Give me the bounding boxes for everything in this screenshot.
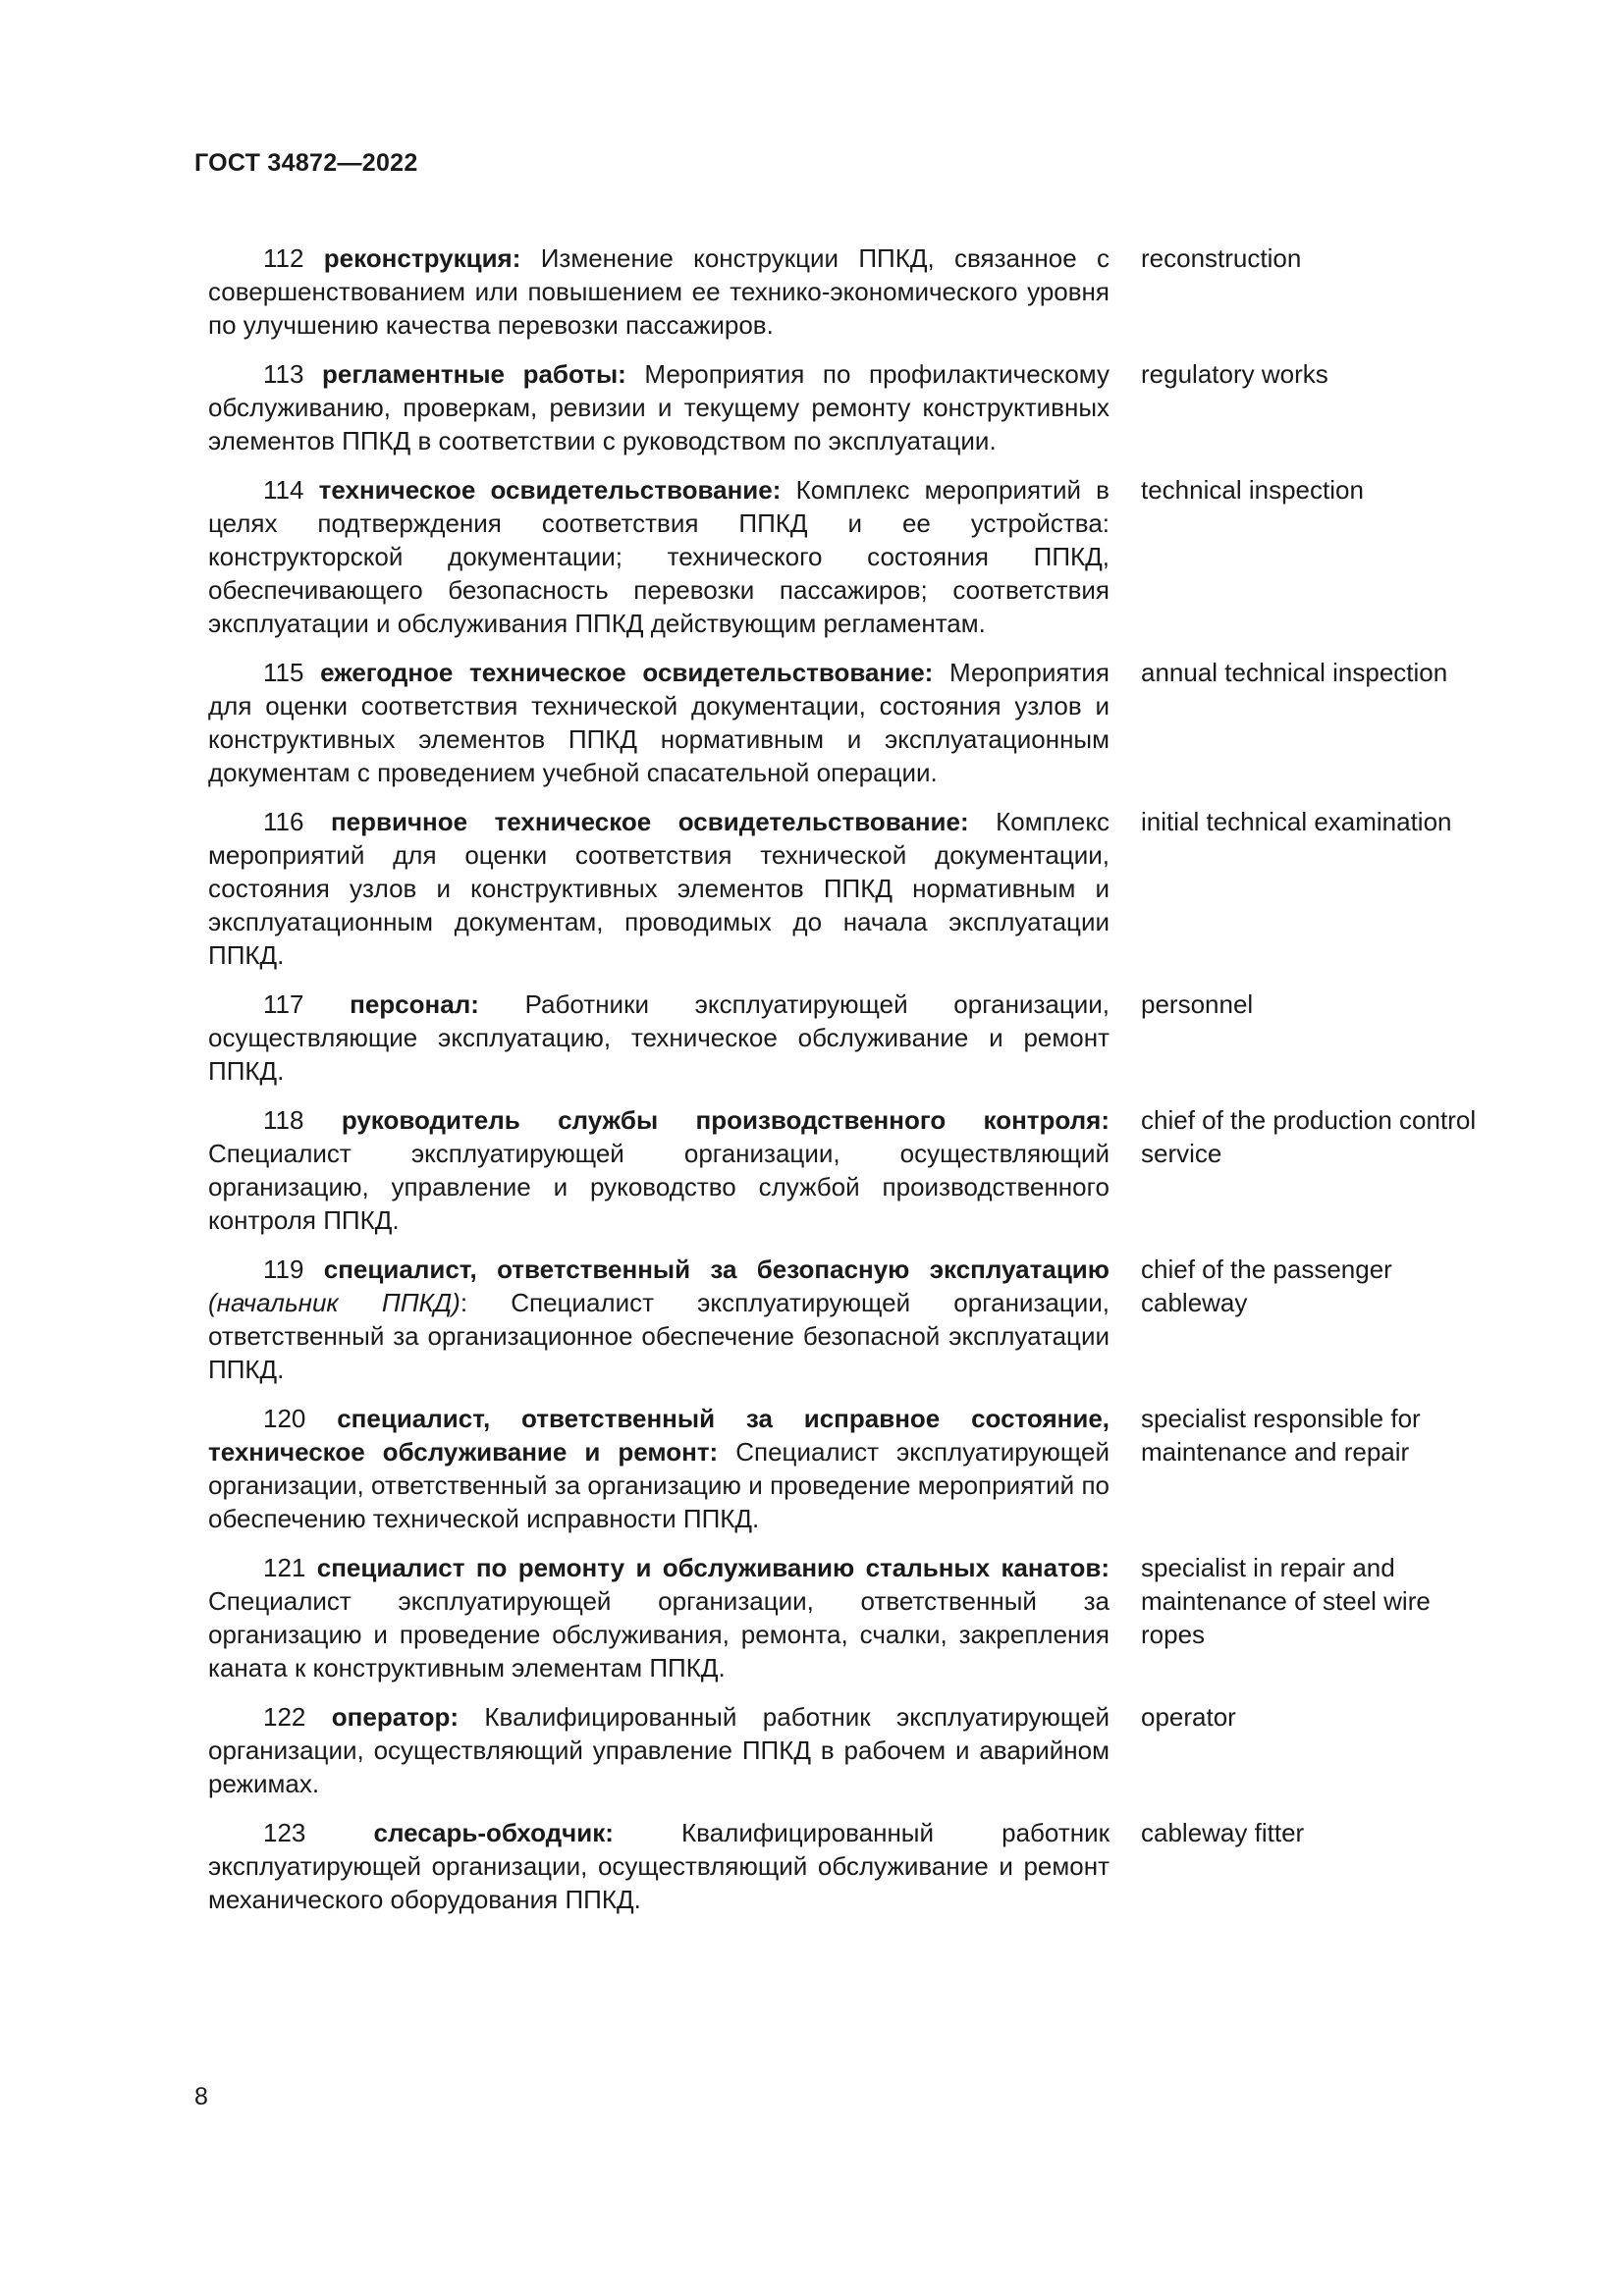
term-definition: Комплекс мероприятий для оценки соответствия технической документации, состояния узлов и конструктивных элементов ППКД нормативным и эксплуатационным документам, проводимых до начала эксплуатации ППКД.: [208, 807, 1110, 970]
term-ru: [208, 988, 1110, 1088]
term-name: специалист по ремонту и обслуживанию стальных канатов:: [316, 1553, 1110, 1582]
term-definition: Комплекс мероприятий в целях подтверждения соответствия ППКД и ее устройства: конструкторской документации; технического состояния ППКД, обеспечивающего безопасность перевозки пассажиров; соответствия эксплуатации и обслуживания ППКД действующим регламентам.: [208, 475, 1110, 638]
term-number: 115: [263, 658, 304, 687]
term-number: 120: [263, 1404, 306, 1433]
term-number: 112: [263, 243, 304, 273]
term-en: specialist in repair and maintenance of steel wire ropes: [1141, 1553, 1431, 1649]
term-en: specialist responsible for maintenance and repair: [1141, 1404, 1421, 1467]
term-definition: Специалист эксплуатирующей организации, осуществляющий организацию, управление и руководство службой производственного контроля ППКД.: [208, 1139, 1110, 1235]
term-definition: Изменение конструкции ППКД, связанное с совершенствованием или повышением ее технико-экономического уровня по улучшению качества перевозки пассажиров.: [208, 243, 1110, 340]
term-en: chief of the passenger cableway: [1141, 1255, 1392, 1317]
term-definition: Квалифицированный работник эксплуатирующей организации, осуществляющий управление ППКД в рабочем и аварийном режимах.: [208, 1702, 1110, 1798]
term-entry-122: [208, 1700, 1485, 1800]
term-definition: Квалифицированный работник эксплуатирующей организации, осуществляющий обслуживание и ремонт механического оборудования ППКД.: [208, 1818, 1110, 1914]
term-list: [208, 241, 1485, 1932]
term-en: technical inspection: [1141, 475, 1364, 505]
term-number: 123: [263, 1818, 306, 1847]
term-definition: Специалист эксплуатирующей организации, ответственный за организацию и проведение обслуживания, ремонта, счалки, закрепления каната к конструктивным элементам ППКД.: [208, 1586, 1110, 1682]
term-en: chief of the production control service: [1141, 1105, 1477, 1168]
term-name: персонал:: [350, 989, 479, 1019]
term-entry-115: [208, 656, 1485, 789]
term-ru: [208, 1103, 1110, 1237]
term-ru: [208, 1816, 1110, 1916]
term-name: реконструкция:: [323, 243, 521, 273]
term-en: personnel: [1141, 989, 1254, 1019]
term-ru: [208, 241, 1110, 342]
document-header: ГОСТ 34872—2022: [194, 149, 418, 177]
term-en: cableway fitter: [1141, 1818, 1305, 1847]
term-name: специалист, ответственный за безопасную эксплуатацию: [323, 1255, 1110, 1284]
term-en: regulatory works: [1141, 359, 1328, 389]
term-ru: [208, 473, 1110, 640]
term-entry-119: [208, 1253, 1485, 1386]
term-ru: [208, 1253, 1110, 1386]
term-entry-113: [208, 357, 1485, 457]
term-entry-121: [208, 1551, 1485, 1684]
term-ru: [208, 1402, 1110, 1535]
term-ru: [208, 656, 1110, 789]
term-entry-112: [208, 241, 1485, 342]
term-qualifier: (начальник ППКД): [208, 1288, 460, 1317]
term-name: слесарь-обходчик:: [373, 1818, 614, 1847]
term-name: первичное техническое освидетельствование:: [330, 807, 969, 836]
term-number: 121: [263, 1553, 306, 1582]
term-number: 118: [263, 1105, 304, 1135]
term-definition: Мероприятия для оценки соответствия технической документации, состояния узлов и конструктивных элементов ППКД нормативным и эксплуатационным документам с проведением учебной спасательной операции.: [208, 658, 1110, 787]
term-name: регламентные работы:: [322, 359, 626, 389]
term-name: техническое освидетельствование:: [318, 475, 782, 505]
term-definition: Работники эксплуатирующей организации, осуществляющие эксплуатацию, техническое обслуживание и ремонт ППКД.: [208, 989, 1110, 1086]
term-definition: Мероприятия по профилактическому обслуживанию, проверкам, ревизии и текущему ремонту конструктивных элементов ППКД в соответствии с руководством по эксплуатации.: [208, 359, 1110, 455]
term-number: 114: [263, 475, 304, 505]
term-name: специалист, ответственный за исправное состояние, техническое обслуживание и ремонт:: [208, 1404, 1110, 1467]
term-ru: [208, 805, 1110, 972]
page-number: 8: [194, 2083, 208, 2110]
term-en: initial technical examination: [1141, 807, 1452, 836]
term-entry-114: [208, 473, 1485, 640]
term-number: 119: [263, 1255, 304, 1284]
term-entry-123: [208, 1816, 1485, 1916]
term-number: 116: [263, 807, 304, 836]
term-entry-116: [208, 805, 1485, 972]
term-number: 113: [263, 359, 304, 389]
term-ru: [208, 1700, 1110, 1800]
term-en: operator: [1141, 1702, 1236, 1732]
term-entry-117: [208, 988, 1485, 1088]
term-en: reconstruction: [1141, 243, 1302, 273]
term-name: ежегодное техническое освидетельствование:: [320, 658, 934, 687]
term-name: оператор:: [331, 1702, 459, 1732]
term-name: руководитель службы производственного контроля:: [341, 1105, 1110, 1135]
term-entry-118: [208, 1103, 1485, 1237]
term-definition: : Специалист эксплуатирующей организации, ответственный за организационное обеспечение безопасной эксплуатации ППКД.: [208, 1288, 1110, 1384]
term-definition: Специалист эксплуатирующей организации, ответственный за организацию и проведение мероприятий по обеспечению технической исправности ППКД.: [208, 1437, 1110, 1533]
term-ru: [208, 357, 1110, 457]
term-ru: [208, 1551, 1110, 1684]
term-number: 122: [263, 1702, 306, 1732]
term-en: annual technical inspection: [1141, 658, 1448, 687]
term-number: 117: [263, 989, 304, 1019]
term-entry-120: [208, 1402, 1485, 1535]
